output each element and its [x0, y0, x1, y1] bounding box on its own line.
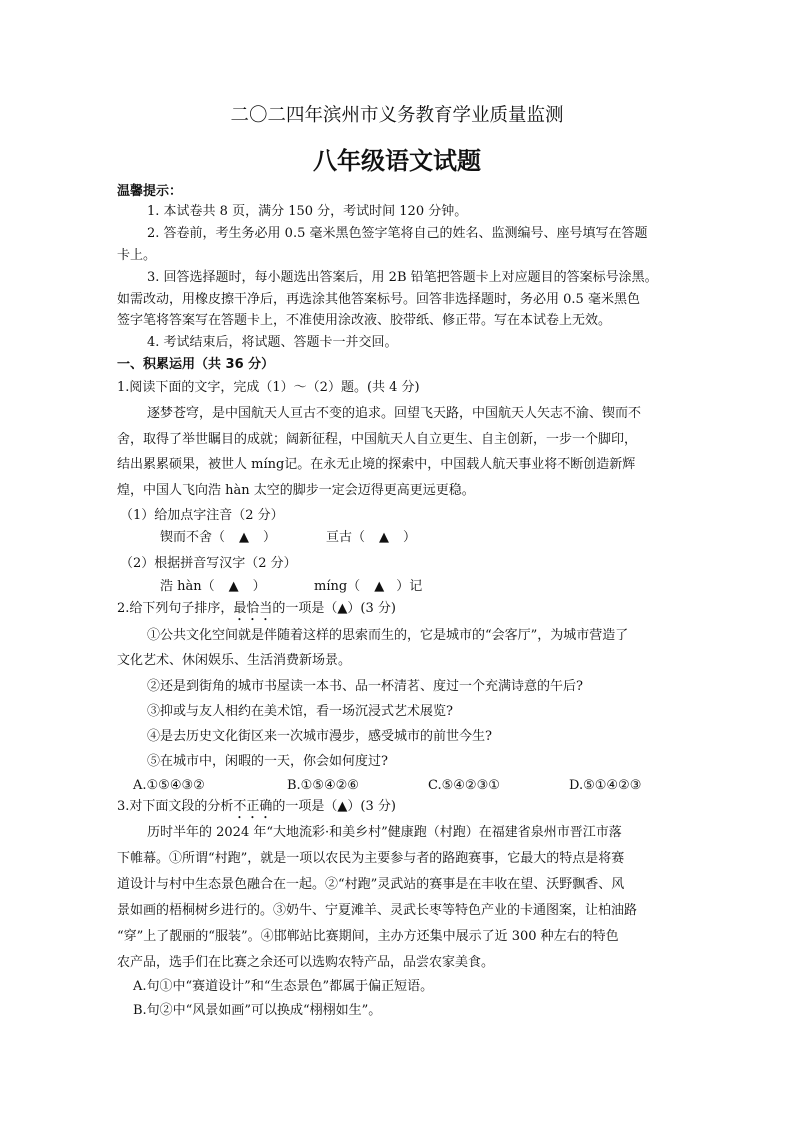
- paper-title: 八年级语文试题: [313, 147, 481, 175]
- q1-sub1-b-word: 亘古（: [326, 530, 366, 545]
- q2-option-c[interactable]: C.⑤④②③①: [428, 778, 500, 793]
- q3-passage-line: 下帷幕。①所谓“村跑”，就是一项以农民为主要参与者的路跑赛事，它最大的特点是将赛: [117, 851, 625, 866]
- q2-sentence-5: ⑤在城市中，闲暇的一天，你会如何度过?: [147, 754, 388, 769]
- close-paren: ）: [263, 530, 277, 545]
- q2-sentence-3: ③抑或与友人相约在美术馆，看一场沉浸式艺术展览?: [147, 704, 453, 719]
- q1-sub2-label: （2）根据拼音写汉字（2 分）: [120, 556, 297, 571]
- q3-option-a[interactable]: A.句①中“赛道设计”和“生态景色”都属于偏正短语。: [133, 979, 434, 994]
- notice-item-3: 3. 回答选择题时，每小题选出答案后，用 2B 铅笔把答题卡上对应题目的答案标号涂黑。: [147, 270, 658, 285]
- q1-passage-line: 结出累累硕果，被世人 míng记。在永无止境的探索中，中国载人航天事业将不断创造新辉: [117, 457, 636, 472]
- notice-item-4: 4. 考试结束后，将试题、答题卡一并交回。: [147, 335, 398, 350]
- q3-passage-line: 农产品，选手们在比赛之余还可以选购农特产品，品尝农家美食。: [117, 955, 495, 970]
- q1-sub2-a-word: 浩 hàn（: [160, 579, 215, 594]
- notice-item-3-cont1: 如需改动，用橡皮擦干净后，再选涂其他答案标号。回答非选择题时，务必用 0.5 毫米黑色: [117, 292, 640, 307]
- question-1-stem: 1.阅读下面的文字，完成（1）～（2）题。(共 4 分): [117, 380, 420, 395]
- q2-option-d[interactable]: D.⑤①④②③: [569, 778, 642, 793]
- q2-stem-emphasis: 最恰当: [233, 601, 273, 616]
- q2-sentence-2: ②还是到街角的城市书屋读一本书、品一杯清茗、度过一个充满诗意的午后?: [147, 679, 583, 694]
- notice-item-2: 2. 答卷前，考生务必用 0.5 毫米黑色签字笔将自己的姓名、监测编号、座号填写在答题: [147, 226, 648, 241]
- exam-title: 二〇二四年滨州市义务教育学业质量监测: [230, 105, 564, 126]
- q1-sub1-item-a: [160, 530, 276, 546]
- q2-sentence-1-cont: 文化艺术、休闲娱乐、生活消费新场景。: [117, 653, 352, 668]
- q2-stem-post: 的一项是（▲）(3 分): [272, 601, 396, 616]
- q3-passage-line: “穿”上了靓丽的“服装”。④邯郸站比赛期间，主办方还集中展示了近 300 种左右的特色: [117, 929, 619, 944]
- q3-passage-line: 历时半年的 2024 年“大地流彩·和美乡村”健康跑（村跑）在福建省泉州市晋江市落: [147, 825, 622, 840]
- q1-passage-line: 逐梦苍穹，是中国航天人亘古不变的追求。回望飞天路，中国航天人矢志不渝、锲而不: [147, 406, 642, 421]
- notice-heading: 温馨提示：: [117, 184, 183, 199]
- q1-passage-line: 煌，中国人飞向浩 hàn 太空的脚步一定会迈得更高更远更稳。: [117, 483, 475, 498]
- notice-item-1: 1. 本试卷共 8 页，满分 150 分，考试时间 120 分钟。: [147, 204, 468, 219]
- q2-sentence-4: ④是去历史文化街区来一次城市漫步，感受城市的前世今生?: [147, 729, 492, 744]
- notice-item-2-cont: 卡上。: [117, 248, 157, 263]
- q1-sub1-label: （1）给加点字注音（2 分）: [120, 508, 284, 523]
- q3-stem-pre: 3.对下面文段的分析: [117, 799, 234, 814]
- close-paren: ）: [252, 579, 266, 594]
- q3-passage-line: 景如画的梧桐树乡进行的。③奶牛、宁夏滩羊、灵武长枣等特色产业的卡通图案，让柏油路: [117, 903, 638, 918]
- q3-stem-post: 的一项是（▲）(3 分): [272, 799, 396, 814]
- section-heading: 一、积累运用（共 36 分）: [117, 357, 275, 372]
- answer-blank[interactable]: ▲: [374, 579, 385, 594]
- q1-sub2-item-b: [314, 579, 422, 595]
- q3-stem-emphasis: 不正确: [233, 799, 273, 814]
- q1-passage-line: 舍，取得了举世瞩目的成就；阔新征程，中国航天人自立更生、自主创新，一步一个脚印，: [117, 432, 638, 447]
- q1-sub2-b-tail: ）记: [396, 579, 423, 594]
- q2-option-b[interactable]: B.①⑤④②⑥: [287, 778, 359, 793]
- q2-stem-pre: 2.给下列句子排序，: [117, 601, 234, 616]
- q3-option-b[interactable]: B.句②中“风景如画”可以换成“栩栩如生”。: [133, 1003, 382, 1018]
- close-paren: ）: [403, 530, 417, 545]
- question-3-stem: [117, 799, 396, 822]
- q2-sentence-1: ①公共文化空间就是伴随着这样的思索而生的，它是城市的“会客厅”，为城市营造了: [147, 628, 629, 643]
- q1-sub2-b-word: míng（: [314, 579, 361, 594]
- question-2-stem: [117, 601, 396, 624]
- q1-sub2-item-a: [160, 579, 266, 595]
- q2-option-a[interactable]: A.①⑤④③②: [133, 778, 205, 793]
- answer-blank[interactable]: ▲: [239, 530, 250, 545]
- answer-blank[interactable]: ▲: [379, 530, 390, 545]
- q1-sub1-a-word: 锲而不舍（: [160, 530, 226, 545]
- notice-item-3-cont2: 签字笔将答案写在答题卡上，不准使用涂改液、胶带纸、修正带。写在本试卷上无效。: [117, 313, 612, 328]
- q3-passage-line: 道设计与村中生态景色融合在一起。②“村跑”灵武站的赛事是在丰收在望、沃野飘香、风: [117, 877, 625, 892]
- answer-blank[interactable]: ▲: [228, 579, 239, 594]
- q1-sub1-item-b: [326, 530, 416, 546]
